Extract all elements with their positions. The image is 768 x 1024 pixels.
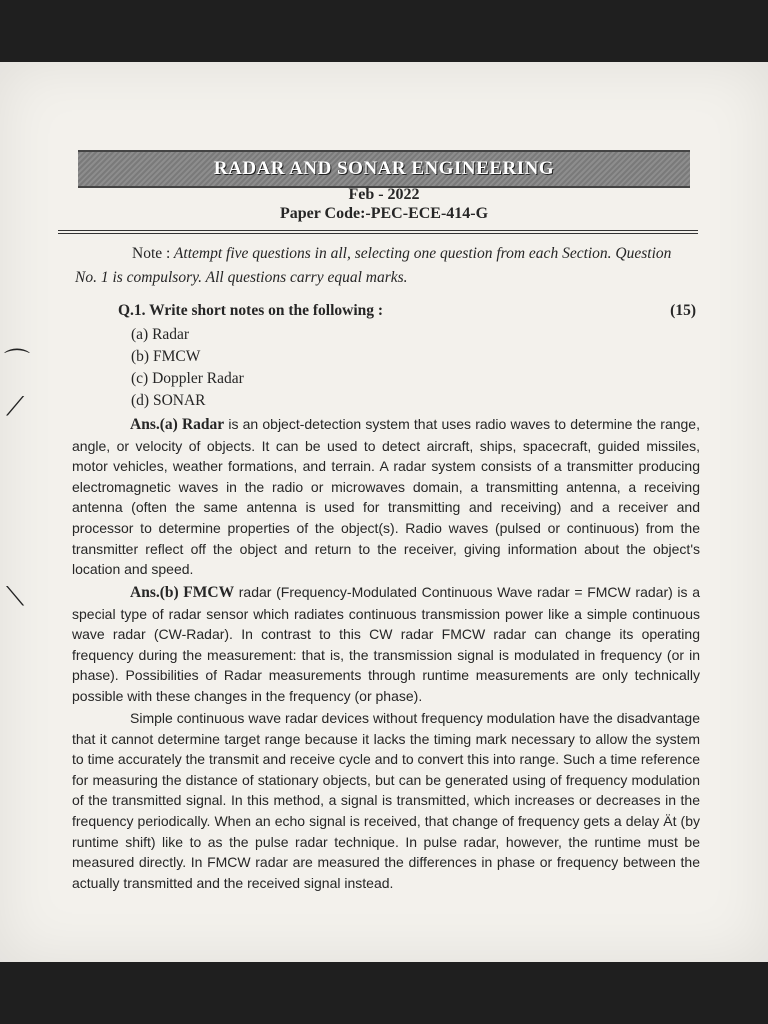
document-page: [0, 62, 768, 962]
answer-paragraph: [72, 414, 700, 580]
note-label: Note :: [132, 245, 171, 262]
instructions-note: [75, 242, 695, 290]
divider-line: [58, 230, 698, 231]
question-marks: (15): [670, 302, 696, 319]
answer-paragraph: [72, 708, 700, 893]
question-option: (d) SONAR: [131, 392, 206, 409]
divider-line: [58, 233, 698, 234]
exam-date: Feb - 2022: [348, 186, 420, 203]
answer-heading: Ans.(a) Radar: [130, 416, 225, 433]
margin-scribble: ⟍: [6, 582, 25, 612]
paper-code: Paper Code:-PEC-ECE-414-G: [279, 205, 489, 222]
answer-heading: Ans.(b) FMCW: [130, 584, 235, 601]
answer-text: radar (Frequency-Modulated Continuous Wave radar = FMCW radar) is a special type of radar sensor which radiates continuous transmission power like a simple continuous wave radar (CW-Radar). In contrast to this CW radar FMCW radar can change its operating frequency during the measurement: that is, the transmission signal is modulated in frequency (or in phase). Possibilities of Radar measurements through runtime measurements are only technically possible with these changes in the frequency (or phase).: [72, 584, 700, 704]
page-title: RADAR AND SONAR ENGINEERING: [213, 158, 555, 179]
answer-paragraph: [72, 582, 700, 707]
question-heading: [118, 302, 696, 320]
note-text: Attempt five questions in all, selecting one question from each Section. Question No. 1 is compulsory. All questions carry equal marks.: [75, 245, 672, 286]
answer-text: is an object-detection system that uses radio waves to determine the range, angle, or velocity of objects. It can be used to detect aircraft, ships, spacecraft, guided missiles, motor vehicles, weather formations, and terrain. A radar system consists of a transmitter producing electromagnetic waves in the radio or microwaves domain, a transmitting antenna, a receiving antenna (often the same antenna is used for transmitting and receiving) and a receiver and processor to determine properties of the object(s). Radio waves (pulsed or continuous) from the transmitter reflect off the object and return to the receiver, giving information about the object's location and speed.: [72, 416, 700, 578]
margin-scribble: ⌒: [4, 348, 31, 378]
title-band: [78, 150, 690, 188]
question-option: (b) FMCW: [131, 348, 201, 365]
answer-text: Simple continuous wave radar devices without frequency modulation have the disadvantage that it cannot determine target range because it lacks the timing mark necessary to allow the system to time accurately the transmit and receive cycle and to convert this into range. Such a time reference for measuring the distance of stationary objects, but can be generated using of frequency modulation of the transmitted signal. In this method, a signal is transmitted, which increases or decreases in the frequency periodically. When an echo signal is received, that change of frequency gets a delay Ät (by runtime shift) like to as the pulse radar technique. In pulse radar, however, the runtime must be measured directly. In FMCW radar are measured the differences in phase or frequency between the actually transmitted and the received signal instead.: [72, 710, 700, 891]
question-label: Q.1. Write short notes on the following :: [118, 302, 384, 319]
question-option: (a) Radar: [131, 326, 190, 343]
question-option: (c) Doppler Radar: [131, 370, 244, 387]
margin-scribble: ⟋: [6, 392, 25, 422]
